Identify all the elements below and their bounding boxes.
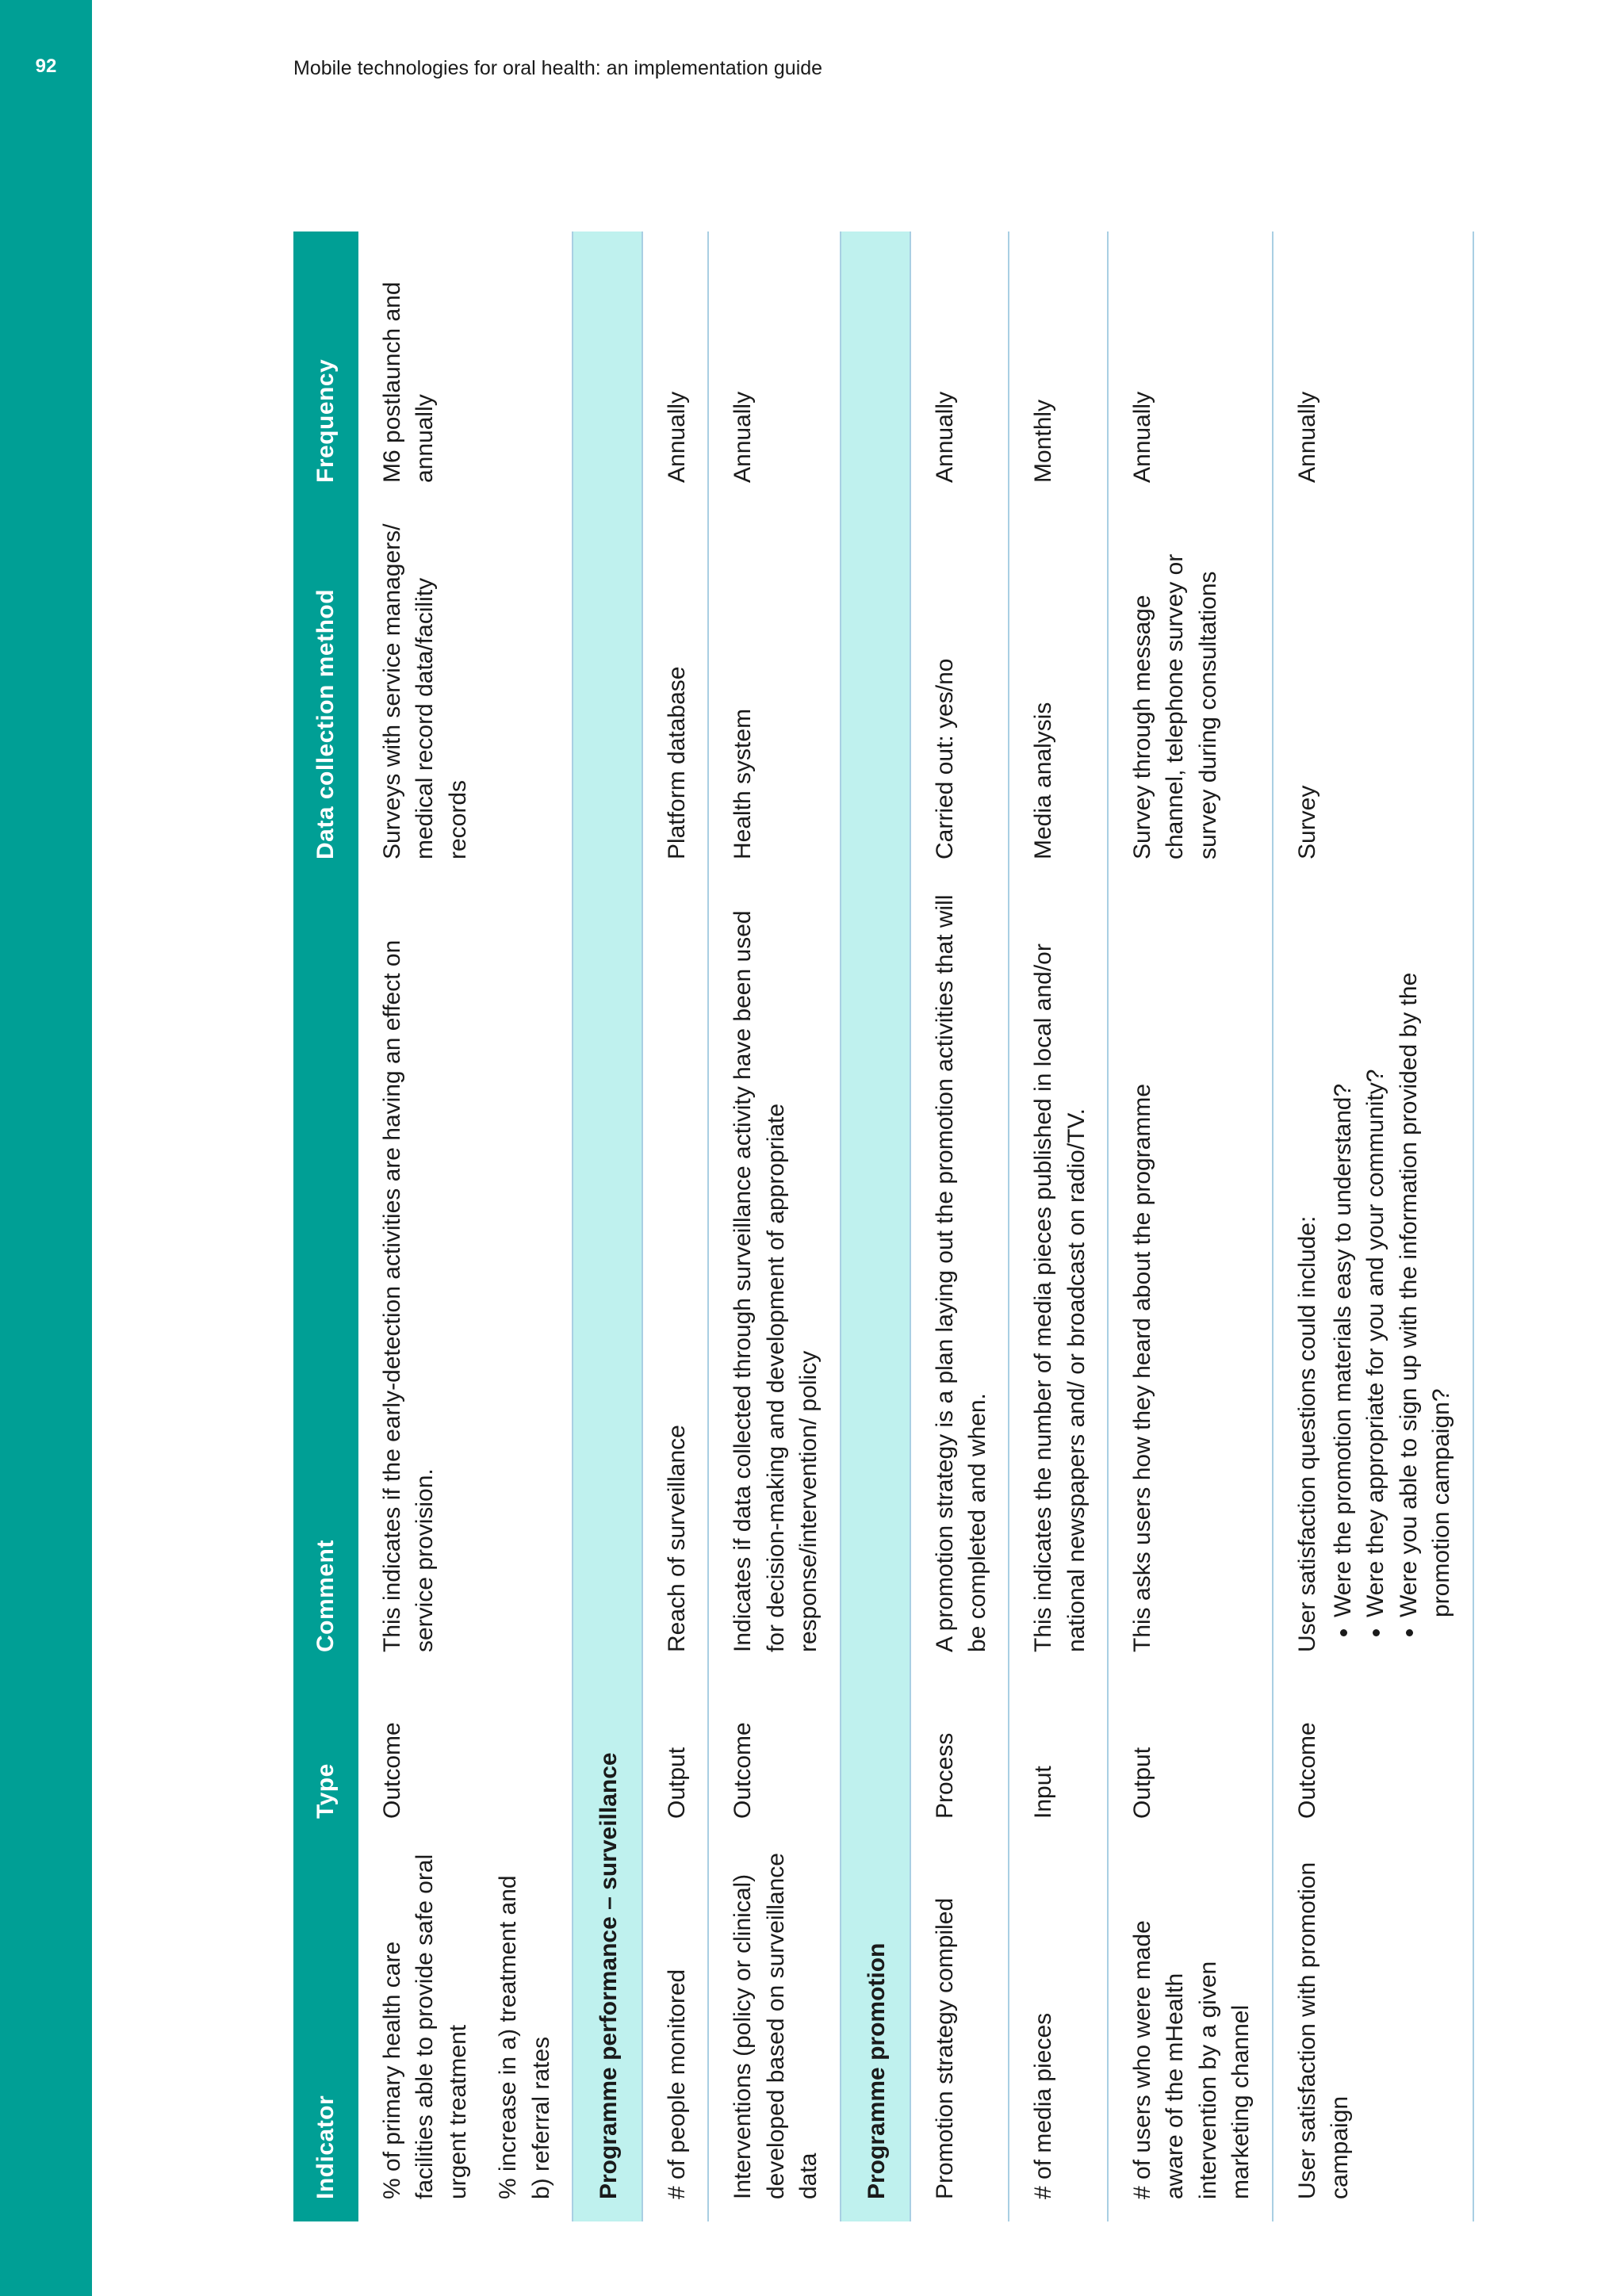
frequency-cell: Monthly (1009, 232, 1108, 505)
type-cell: Output (1108, 1674, 1273, 1841)
method-cell: Health system (708, 505, 840, 882)
indicator-text: % of primary health care facilities able to provide safe oral urgent treatment (379, 1854, 471, 2199)
indicator-cell: # of people monitored (642, 1841, 708, 2221)
table-header-row (293, 232, 358, 2221)
type-cell: Process (910, 1674, 1009, 1841)
section-row-promotion (841, 232, 910, 2221)
header-data-collection-method: Data collection method (293, 505, 358, 882)
type-cell: Outcome (358, 1674, 573, 1841)
list-item: • Were the promotion materials easy to understand? (1327, 893, 1359, 1617)
indicator-cell: # of media pieces (1009, 1841, 1108, 2221)
comment-cell: This indicates if the early-detection activities are having an effect on service provision. (358, 882, 573, 1674)
indicator-table-rotated (293, 232, 1522, 2221)
comment-cell: This asks users how they heard about the programme (1108, 882, 1273, 1674)
indicator-text: % increase in a) treatment and b) referral rates (495, 1875, 554, 2199)
frequency-cell: Annually (642, 232, 708, 505)
indicator-cell: # of users who were made aware of the mHealth intervention by a given marketing channel (1108, 1841, 1273, 2221)
running-title: Mobile technologies for oral health: an implementation guide (293, 57, 823, 79)
table-row (708, 232, 840, 2221)
method-cell: Carried out: yes/no (910, 505, 1009, 882)
list-item: • Were they appropriate for you and your community? (1359, 893, 1392, 1617)
list-item: • Were you able to sign up with the information provided by the promotion campaign? (1392, 893, 1458, 1617)
type-cell: Outcome (708, 1674, 840, 1841)
frequency-cell: Annually (1108, 232, 1273, 505)
header-indicator: Indicator (293, 1841, 358, 2221)
frequency-cell: Annually (708, 232, 840, 505)
indicator-cell: User satisfaction with promotion campaign (1273, 1841, 1473, 2221)
table-row (1108, 232, 1273, 2221)
page-number: 92 (35, 55, 57, 77)
indicator-cell (358, 1841, 573, 2221)
comment-cell (1273, 882, 1473, 1674)
section-heading: Programme performance – surveillance (573, 232, 642, 2221)
frequency-cell: M6 postlaunch and annually (358, 232, 573, 505)
comment-cell: A promotion strategy is a plan laying out the promotion activities that will be completed and when. (910, 882, 1009, 1674)
type-cell: Output (642, 1674, 708, 1841)
indicator-cell: Interventions (policy or clinical) developed based on surveillance data (708, 1841, 840, 2221)
table-row (910, 232, 1009, 2221)
table-row (358, 232, 573, 2221)
method-cell: Survey through message channel, telephone survey or survey during consultations (1108, 505, 1273, 882)
frequency-cell: Annually (1273, 232, 1473, 505)
method-cell: Media analysis (1009, 505, 1108, 882)
indicator-table (293, 232, 1474, 2221)
comment-cell: This indicates the number of media pieces published in local and/or national newspapers and/ or broadcast on radio/TV. (1009, 882, 1108, 1674)
satisfaction-question-list (1327, 893, 1458, 1652)
section-heading: Programme promotion (841, 232, 910, 2221)
type-cell: Outcome (1273, 1674, 1473, 1841)
method-cell: Survey (1273, 505, 1473, 882)
comment-intro: User satisfaction questions could include: (1293, 1215, 1320, 1652)
table-row (642, 232, 708, 2221)
table-row (1009, 232, 1108, 2221)
method-cell: Platform database (642, 505, 708, 882)
method-cell: Surveys with service managers/ medical record data/facility records (358, 505, 573, 882)
header-type: Type (293, 1674, 358, 1841)
header-frequency: Frequency (293, 232, 358, 505)
comment-cell: Reach of surveillance (642, 882, 708, 1674)
comment-cell: Indicates if data collected through surveillance activity have been used for decision-making and development of appropriate response/intervention/ policy (708, 882, 840, 1674)
indicator-cell: Promotion strategy compiled (910, 1841, 1009, 2221)
type-cell: Input (1009, 1674, 1108, 1841)
section-row-surveillance (573, 232, 642, 2221)
frequency-cell: Annually (910, 232, 1009, 505)
header-comment: Comment (293, 882, 358, 1674)
table-row (1273, 232, 1473, 2221)
side-color-band (0, 0, 92, 2296)
